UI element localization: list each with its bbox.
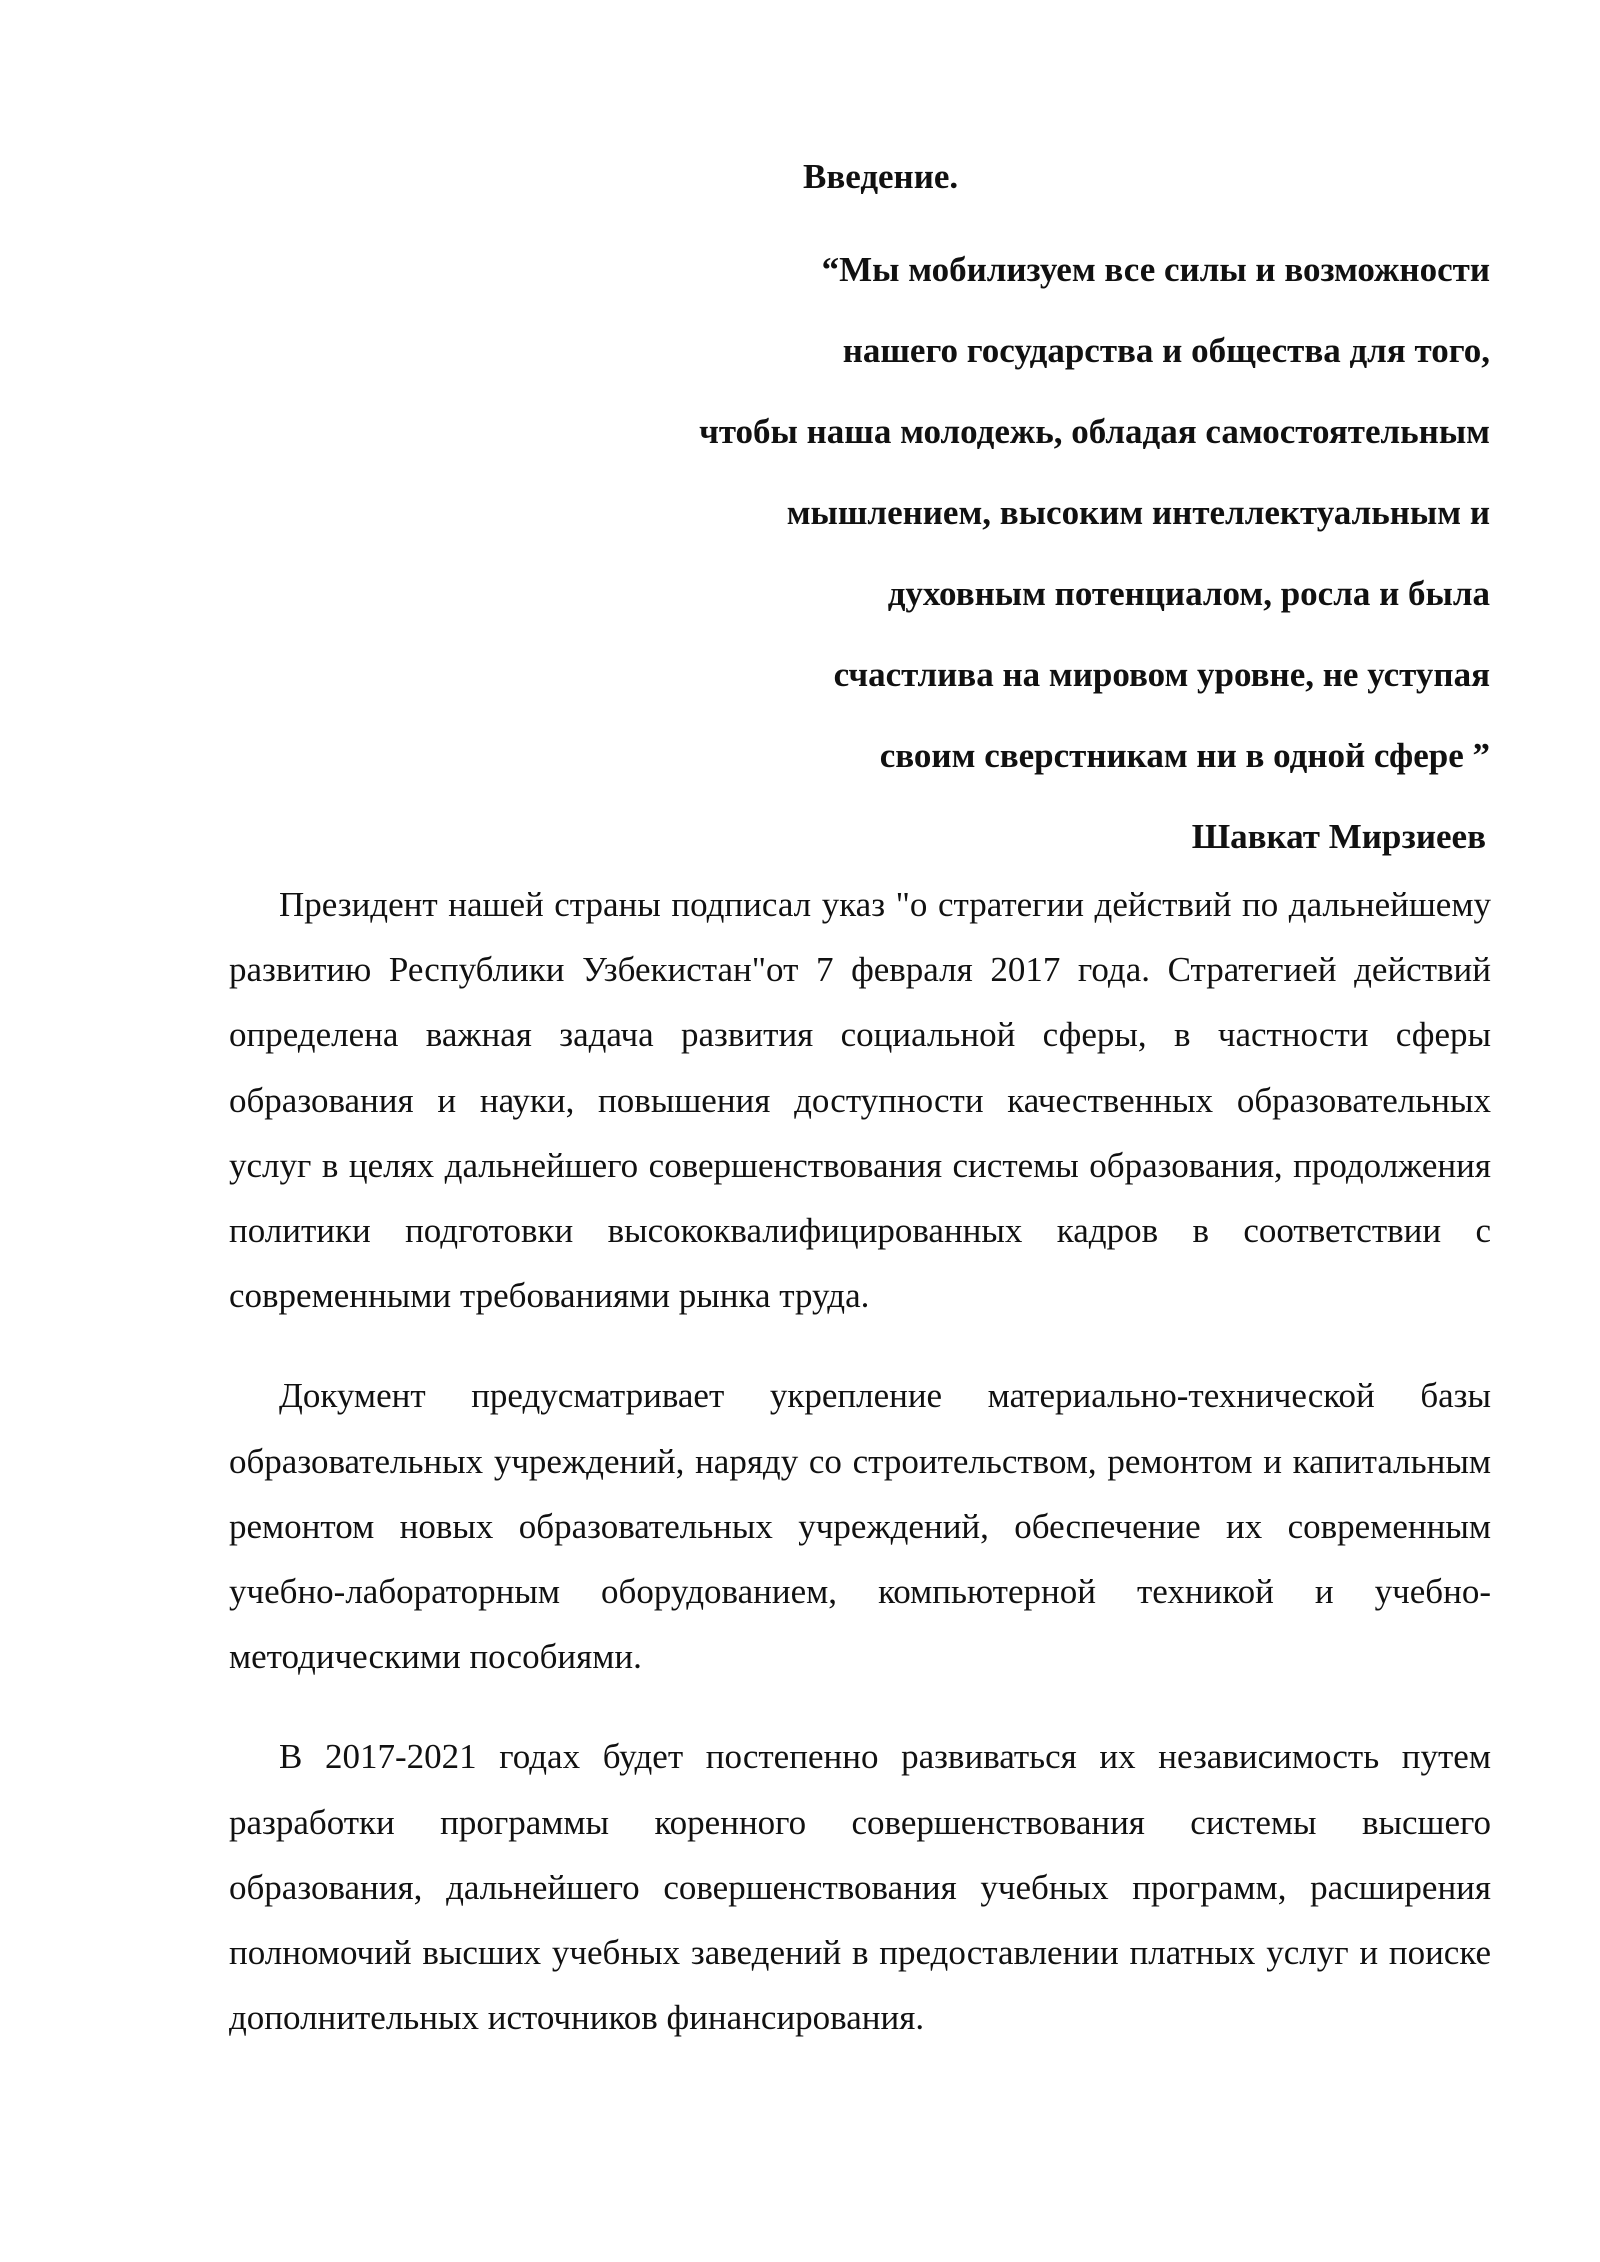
epigraph-author: Шавкат Мирзиеев bbox=[1191, 817, 1486, 856]
body-text bbox=[229, 872, 1491, 2085]
epigraph-line: “Мы мобилизуем все силы и возможности bbox=[821, 250, 1490, 289]
paragraph: Документ предусматривает укрепление материально-технической базы образовательных учреждений, наряду со строительством, ремонтом и капитальным ремонтом новых образовательных учреждений, обеспечение их современным учебно-лабораторным оборудованием, компьютерной техникой и учебно-методическими пособиями. bbox=[229, 1376, 1491, 1677]
epigraph bbox=[560, 229, 1490, 877]
epigraph-line: нашего государства и общества для того, bbox=[842, 331, 1490, 370]
paragraph: В 2017-2021 годах будет постепенно развиваться их независимость путем разработки программы коренного совершенствования системы высшего образования, дальнейшего совершенствования учебных программ, расширения полномочий высших учебных заведений в предоставлении платных услуг и поиске дополнительных источников финансирования. bbox=[229, 1737, 1491, 2038]
epigraph-line: духовным потенциалом, росла и была bbox=[887, 574, 1490, 613]
paragraph: Президент нашей страны подписал указ "о стратегии действий по дальнейшему развитию Республики Узбекистан"от 7 февраля 2017 года. Стратегией действий определена важная задача развития социальной сферы, в частности сферы образования и науки, повышения доступности качественных образовательных услуг в целях дальнейшего совершенствования системы образования, продолжения политики подготовки высококвалифицированных кадров в соответствии с современными требованиями рынка труда. bbox=[229, 885, 1491, 1316]
epigraph-line: чтобы наша молодежь, обладая самостоятельным bbox=[699, 412, 1490, 451]
epigraph-line: своим сверстникам ни в одной сфере ” bbox=[879, 736, 1490, 775]
page-title: Введение. bbox=[803, 157, 959, 196]
epigraph-line: счастлива на мировом уровне, не уступая bbox=[833, 655, 1490, 694]
epigraph-line: мышлением, высоким интеллектуальным и bbox=[786, 493, 1490, 532]
